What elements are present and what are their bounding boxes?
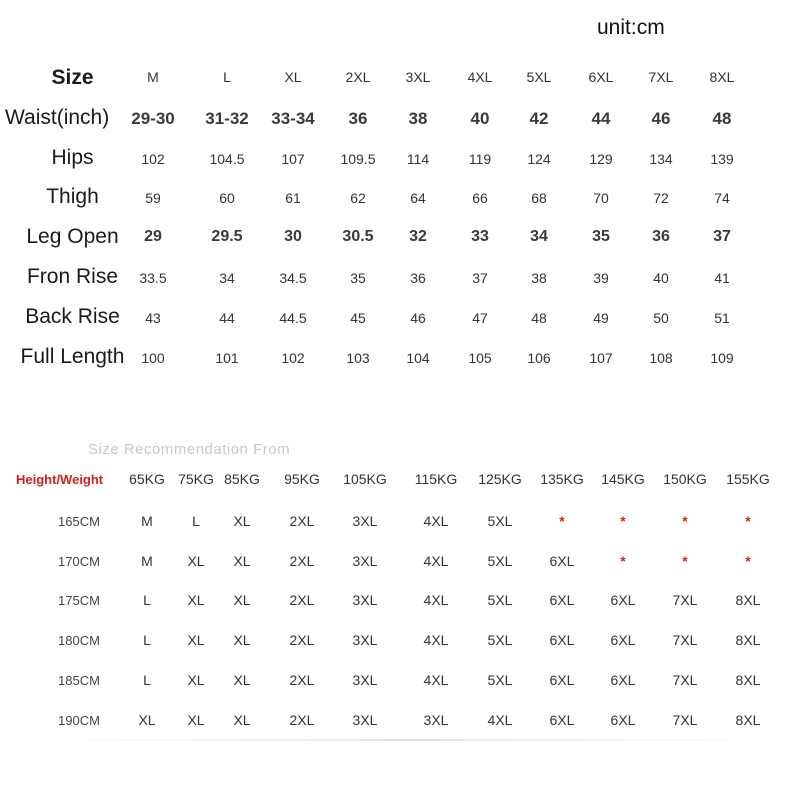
table-cell: XL: [233, 552, 251, 569]
table-cell: 3XL: [352, 711, 378, 728]
unavailable-star-icon: *: [620, 512, 626, 529]
table-cell: 47: [472, 309, 488, 326]
table-row: [0, 177, 800, 217]
table-cell: 60: [219, 190, 235, 207]
weight-column-header: 75KG: [178, 471, 214, 487]
table-cell: 124: [527, 150, 551, 167]
table-cell: 37: [472, 269, 488, 286]
table-cell: 2XL: [289, 671, 315, 688]
table-cell: 48: [531, 309, 547, 326]
table-cell: 31-32: [205, 108, 249, 128]
table-cell: 35: [592, 228, 610, 246]
table-row: [0, 297, 800, 337]
table-cell: 29: [144, 228, 162, 246]
table-cell: 59: [145, 190, 161, 207]
table-cell: 62: [350, 190, 366, 207]
table-cell: 3XL: [352, 632, 378, 649]
weight-column-header: 135KG: [540, 471, 584, 487]
table-cell: M: [141, 512, 153, 529]
table-cell: 2XL: [289, 592, 315, 609]
size-column-header: XL: [284, 69, 302, 85]
weight-column-header: 105KG: [343, 471, 387, 487]
table-cell: 134: [649, 150, 673, 167]
table-cell: 119: [468, 150, 492, 167]
table-cell: L: [143, 671, 151, 688]
table-cell: 40: [653, 269, 669, 286]
size-column-header: L: [223, 69, 231, 85]
table-cell: 107: [281, 150, 305, 167]
table-cell: 105: [468, 349, 492, 366]
table-cell: XL: [233, 632, 251, 649]
table-cell: 42: [529, 108, 549, 128]
weight-column-header: 95KG: [284, 471, 320, 487]
table-cell: 106: [527, 349, 551, 366]
height-label: 165CM: [58, 513, 100, 529]
table-cell: 104.5: [209, 150, 245, 167]
table-cell: 3XL: [423, 711, 449, 728]
table-row: [0, 661, 800, 701]
size-column-header: 2XL: [345, 69, 371, 85]
weight-column-header: 125KG: [478, 471, 522, 487]
table-cell: XL: [187, 632, 205, 649]
table-cell: 5XL: [487, 512, 513, 529]
table-cell: 8XL: [735, 711, 761, 728]
table-cell: 6XL: [549, 592, 575, 609]
table-cell: 2XL: [289, 711, 315, 728]
table-cell: 139: [710, 150, 734, 167]
table-cell: 109.5: [340, 150, 376, 167]
table-cell: 8XL: [735, 632, 761, 649]
table-cell: XL: [187, 671, 205, 688]
unit-label: unit:cm: [597, 16, 665, 39]
table-cell: 66: [472, 190, 488, 207]
table-cell: XL: [233, 512, 251, 529]
table-cell: 61: [285, 190, 301, 207]
size-recommendation-table: [0, 462, 800, 741]
table-cell: 2XL: [289, 632, 315, 649]
table-cell: 6XL: [549, 552, 575, 569]
table-row: [0, 138, 800, 178]
table-cell: 34: [219, 269, 235, 286]
table-cell: 3XL: [352, 552, 378, 569]
height-label: 180CM: [58, 633, 100, 649]
table-cell: 8XL: [735, 671, 761, 688]
table-cell: 33-34: [271, 108, 315, 128]
table-cell: 41: [714, 269, 730, 286]
divider: [60, 739, 760, 741]
table-cell: 74: [714, 190, 730, 207]
table-cell: XL: [187, 711, 205, 728]
table-cell: 48: [712, 108, 732, 128]
weight-column-header: 115KG: [414, 471, 458, 487]
table-row: [0, 581, 800, 621]
table-cell: 7XL: [672, 711, 698, 728]
table-cell: 46: [410, 309, 426, 326]
table-row: [0, 257, 800, 297]
table-cell: 34.5: [279, 269, 307, 286]
unavailable-star-icon: *: [620, 552, 626, 569]
height-label: 190CM: [58, 712, 100, 728]
table-cell: 49: [593, 309, 609, 326]
table-cell: XL: [187, 552, 205, 569]
table-row: [0, 337, 800, 377]
table-cell: 6XL: [610, 592, 636, 609]
table-cell: 101: [215, 349, 239, 366]
table-row: [0, 502, 800, 542]
table-cell: 4XL: [423, 512, 449, 529]
table-cell: 64: [410, 190, 426, 207]
table-cell: 102: [281, 349, 305, 366]
table-cell: 5XL: [487, 552, 513, 569]
measurement-label: Fron Rise: [26, 264, 119, 288]
table-cell: 3XL: [352, 671, 378, 688]
height-label: 170CM: [58, 553, 100, 569]
table-row: [0, 621, 800, 661]
weight-column-header: 155KG: [726, 471, 770, 487]
table-cell: L: [143, 592, 151, 609]
table-cell: 100: [141, 349, 165, 366]
table-cell: 40: [470, 108, 490, 128]
table-cell: 4XL: [423, 592, 449, 609]
size-column-header: 8XL: [709, 69, 735, 85]
table-cell: 30: [284, 228, 302, 246]
table-cell: 72: [653, 190, 669, 207]
table-cell: 6XL: [549, 632, 575, 649]
measurement-label: Thigh: [46, 185, 99, 209]
size-column-header: 3XL: [405, 69, 431, 85]
unavailable-star-icon: *: [682, 512, 688, 529]
table-cell: XL: [233, 671, 251, 688]
table-cell: 44.5: [279, 309, 307, 326]
table-cell: 3XL: [352, 592, 378, 609]
table-cell: 108: [649, 349, 673, 366]
table-cell: 32: [409, 228, 427, 246]
table-cell: 29.5: [211, 228, 243, 246]
table-cell: 4XL: [423, 632, 449, 649]
table-cell: 70: [593, 190, 609, 207]
measurement-label: Full Length: [20, 344, 125, 368]
unavailable-star-icon: *: [745, 512, 751, 529]
table-cell: 103: [346, 349, 370, 366]
table-cell: 6XL: [610, 632, 636, 649]
size-column-header: 4XL: [467, 69, 493, 85]
table-cell: 44: [219, 309, 235, 326]
table-cell: 46: [651, 108, 671, 128]
unavailable-star-icon: *: [682, 552, 688, 569]
weight-column-header: 145KG: [601, 471, 645, 487]
table-cell: 2XL: [289, 552, 315, 569]
table-cell: L: [143, 632, 151, 649]
recommendation-title: Size Recommendation From: [88, 441, 291, 458]
table-cell: 5XL: [487, 671, 513, 688]
size-header-row: [0, 58, 800, 98]
table-cell: 129: [589, 150, 613, 167]
weight-column-header: 150KG: [663, 471, 707, 487]
table-cell: 4XL: [487, 711, 513, 728]
weight-column-header: 65KG: [129, 471, 165, 487]
measurement-label: Hips: [51, 145, 94, 169]
size-column-header: 5XL: [526, 69, 552, 85]
size-column-header: M: [147, 69, 159, 85]
table-cell: 45: [350, 309, 366, 326]
size-column-header: 7XL: [648, 69, 674, 85]
table-cell: 44: [591, 108, 611, 128]
table-cell: 68: [531, 190, 547, 207]
table-cell: 30.5: [342, 228, 374, 246]
table-cell: M: [141, 552, 153, 569]
height-label: 185CM: [58, 672, 100, 688]
height-weight-label: Height/Weight: [16, 472, 104, 487]
height-label: 175CM: [58, 593, 100, 609]
table-cell: XL: [233, 592, 251, 609]
measurement-label: Waist(inch): [5, 105, 110, 129]
table-cell: 109: [710, 349, 734, 366]
size-column-header: 6XL: [588, 69, 614, 85]
table-cell: 4XL: [423, 671, 449, 688]
table-cell: 7XL: [672, 592, 698, 609]
table-cell: 50: [653, 309, 669, 326]
table-cell: 33: [471, 228, 489, 246]
table-cell: 107: [589, 349, 613, 366]
table-cell: 7XL: [672, 632, 698, 649]
table-cell: 6XL: [549, 711, 575, 728]
table-cell: 35: [350, 269, 366, 286]
size-header-label: Size: [51, 66, 94, 89]
unavailable-star-icon: *: [559, 512, 565, 529]
table-row: [0, 701, 800, 741]
size-chart-table: [0, 58, 800, 376]
table-row: [0, 217, 800, 257]
table-cell: 104: [406, 349, 430, 366]
table-cell: 6XL: [610, 711, 636, 728]
table-cell: 3XL: [352, 512, 378, 529]
table-cell: XL: [187, 592, 205, 609]
table-cell: 5XL: [487, 592, 513, 609]
table-cell: 102: [141, 150, 165, 167]
table-cell: 43: [145, 309, 161, 326]
measurement-label: Back Rise: [25, 304, 120, 328]
table-row: [0, 98, 800, 138]
table-cell: 51: [714, 309, 730, 326]
table-cell: 39: [593, 269, 609, 286]
table-cell: 37: [713, 228, 731, 246]
table-cell: 29-30: [131, 108, 175, 128]
table-cell: L: [192, 512, 200, 529]
table-row: [0, 542, 800, 582]
table-cell: 5XL: [487, 632, 513, 649]
table-cell: 38: [531, 269, 547, 286]
table-cell: 114: [406, 150, 430, 167]
table-cell: 38: [408, 108, 428, 128]
measurement-label: Leg Open: [26, 225, 119, 249]
unavailable-star-icon: *: [745, 552, 751, 569]
table-cell: XL: [138, 711, 156, 728]
table-cell: 36: [410, 269, 426, 286]
table-cell: 6XL: [549, 671, 575, 688]
table-cell: 36: [652, 228, 670, 246]
table-cell: 8XL: [735, 592, 761, 609]
table-cell: 33.5: [139, 269, 167, 286]
table-cell: 36: [348, 108, 368, 128]
weight-column-header: 85KG: [224, 471, 260, 487]
recommendation-header-row: [0, 462, 800, 502]
table-cell: 7XL: [672, 671, 698, 688]
table-cell: 4XL: [423, 552, 449, 569]
table-cell: XL: [233, 711, 251, 728]
table-cell: 2XL: [289, 512, 315, 529]
table-cell: 6XL: [610, 671, 636, 688]
table-cell: 34: [530, 228, 548, 246]
